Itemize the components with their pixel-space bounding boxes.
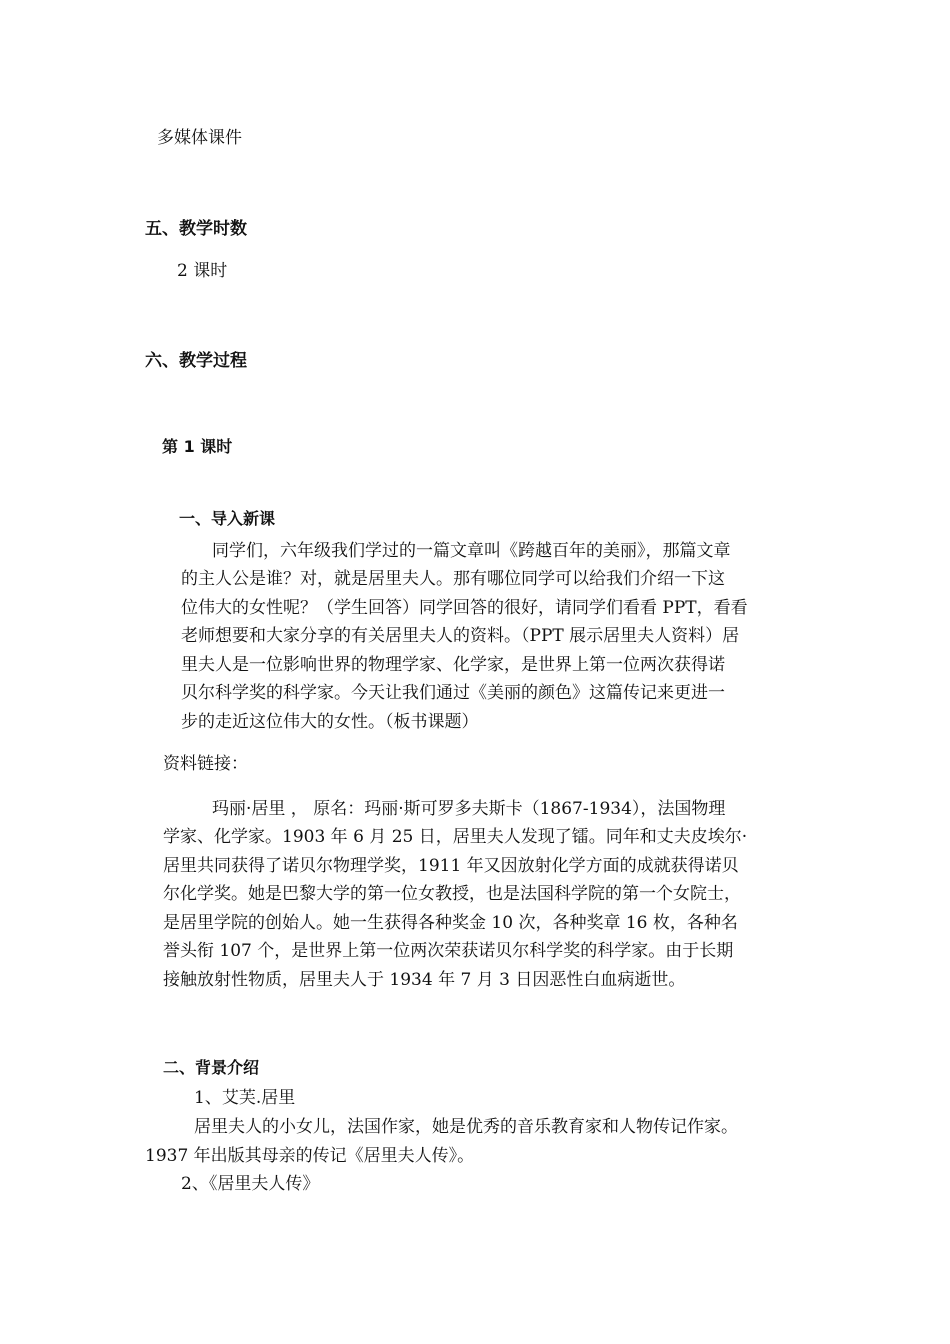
intro-title: 一、导入新课 — [179, 509, 276, 528]
intro-line: 同学们，六年级我们学过的一篇文章叫《跨越百年的美丽》，那篇文章 — [212, 541, 731, 561]
resource-line: 尔化学奖。她是巴黎大学的第一位女教授，也是法国科学院的第一个女院士， — [163, 884, 741, 904]
background-item1-line: 1937 年出版其母亲的传记《居里夫人传》。 — [145, 1146, 475, 1166]
resource-line: 是居里学院的创始人。她一生获得各种奖金 10 次，各种奖章 16 枚，各种名 — [163, 913, 738, 933]
intro-line: 步的走近这位伟大的女性。（板书课题） — [181, 712, 479, 732]
resource-label: 资料链接： — [163, 754, 248, 774]
intro-line: 位伟大的女性呢？（学生回答）同学回答的很好，请同学们看看 PPT，看看 — [181, 598, 748, 618]
resource-line: 玛丽·居里 ， 原名：玛丽·斯可罗多夫斯卡（1867-1934），法国物理 — [212, 799, 726, 819]
intro-line: 贝尔科学奖的科学家。今天让我们通过《美丽的颜色》这篇传记来更进一 — [181, 683, 725, 703]
resource-line: 学家、化学家。1903 年 6 月 25 日，居里夫人发现了镭。同年和丈夫皮埃尔· — [163, 827, 748, 847]
section6-title: 六、教学过程 — [145, 351, 247, 371]
intro-line: 老师想要和大家分享的有关居里夫人的资料。（PPT 展示居里夫人资料）居 — [181, 626, 740, 646]
background-item1: 1、艾芙.居里 — [194, 1088, 296, 1108]
section5-value: 2 课时 — [177, 261, 228, 281]
resource-line: 誉头衔 107 个，是世界上第一位两次荣获诺贝尔科学奖的科学家。由于长期 — [163, 941, 734, 961]
section5-title: 五、教学时数 — [145, 219, 247, 239]
background-item1-line: 居里夫人的小女儿，法国作家，她是优秀的音乐教育家和人物传记作家。 — [194, 1117, 738, 1137]
resource-line: 居里共同获得了诺贝尔物理学奖，1911 年又因放射化学方面的成就获得诺贝 — [163, 856, 739, 876]
materials-item: 多媒体课件 — [157, 128, 242, 148]
background-item2: 2、《居里夫人传》 — [181, 1174, 320, 1194]
lesson1-title: 第 1 课时 — [162, 437, 233, 456]
resource-line: 接触放射性物质，居里夫人于 1934 年 7 月 3 日因恶性白血病逝世。 — [163, 970, 686, 990]
background-title: 二、背景介绍 — [163, 1058, 260, 1077]
intro-line: 里夫人是一位影响世界的物理学家、化学家，是世界上第一位两次获得诺 — [181, 655, 725, 675]
intro-line: 的主人公是谁？对，就是居里夫人。那有哪位同学可以给我们介绍一下这 — [181, 569, 725, 589]
